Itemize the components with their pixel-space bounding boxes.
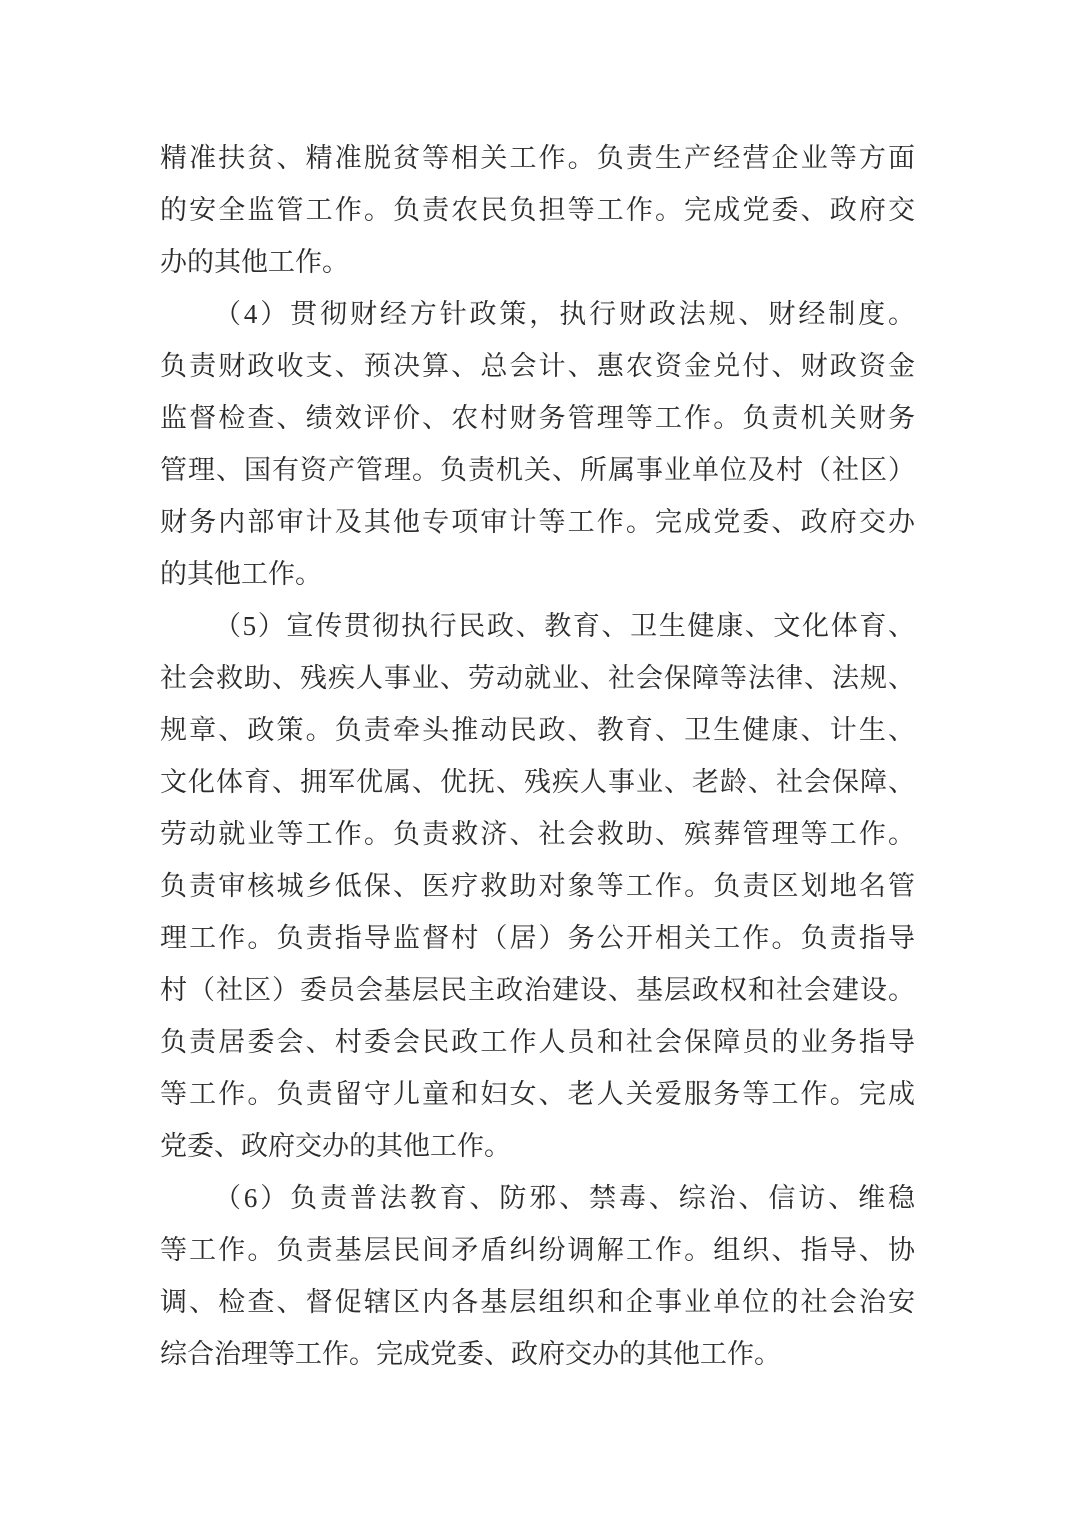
document-line: 监督检查、绩效评价、农村财务管理等工作。负责机关财务 (160, 403, 915, 433)
document-line: 调、检查、督促辖区内各基层组织和企事业单位的社会治安 (160, 1287, 915, 1317)
document-line: 负责审核城乡低保、医疗救助对象等工作。负责区划地名管 (160, 871, 915, 901)
paragraph-item-4 (160, 288, 915, 600)
document-line: 精准扶贫、精准脱贫等相关工作。负责生产经营企业等方面 (160, 143, 915, 173)
document-line: 党委、政府交办的其他工作。 (160, 1131, 511, 1161)
paragraph-continuation (160, 132, 915, 288)
document-line: 管理、国有资产管理。负责机关、所属事业单位及村（社区） (160, 455, 915, 485)
document-line: 财务内部审计及其他专项审计等工作。完成党委、政府交办 (160, 507, 915, 537)
document-line: 综合治理等工作。完成党委、政府交办的其他工作。 (160, 1339, 781, 1369)
document-line: 等工作。负责基层民间矛盾纠纷调解工作。组织、指导、协 (160, 1235, 915, 1265)
document-line: （4）贯彻财经方针政策，执行财政法规、财经制度。 (214, 299, 915, 329)
document-line: 负责居委会、村委会民政工作人员和社会保障员的业务指导 (160, 1027, 915, 1057)
paragraph-item-6 (160, 1172, 915, 1380)
document-line: 村（社区）委员会基层民主政治建设、基层政权和社会建设。 (160, 975, 915, 1005)
document-line: 理工作。负责指导监督村（居）务公开相关工作。负责指导 (160, 923, 915, 953)
document-line: （5）宣传贯彻执行民政、教育、卫生健康、文化体育、 (214, 611, 915, 641)
document-line: 劳动就业等工作。负责救济、社会救助、殡葬管理等工作。 (160, 819, 915, 849)
document-line: 等工作。负责留守儿童和妇女、老人关爱服务等工作。完成 (160, 1079, 915, 1109)
document-line: 规章、政策。负责牵头推动民政、教育、卫生健康、计生、 (160, 715, 915, 745)
paragraph-item-5 (160, 600, 915, 1172)
document-line: （6）负责普法教育、防邪、禁毒、综治、信访、维稳 (214, 1183, 915, 1213)
document-line: 的安全监管工作。负责农民负担等工作。完成党委、政府交 (160, 195, 915, 225)
document-body (160, 132, 915, 1380)
document-line: 办的其他工作。 (160, 247, 349, 277)
document-line: 文化体育、拥军优属、优抚、残疾人事业、老龄、社会保障、 (160, 767, 915, 797)
document-line: 社会救助、残疾人事业、劳动就业、社会保障等法律、法规、 (160, 663, 915, 693)
document-line: 的其他工作。 (160, 559, 322, 589)
document-line: 负责财政收支、预决算、总会计、惠农资金兑付、财政资金 (160, 351, 915, 381)
